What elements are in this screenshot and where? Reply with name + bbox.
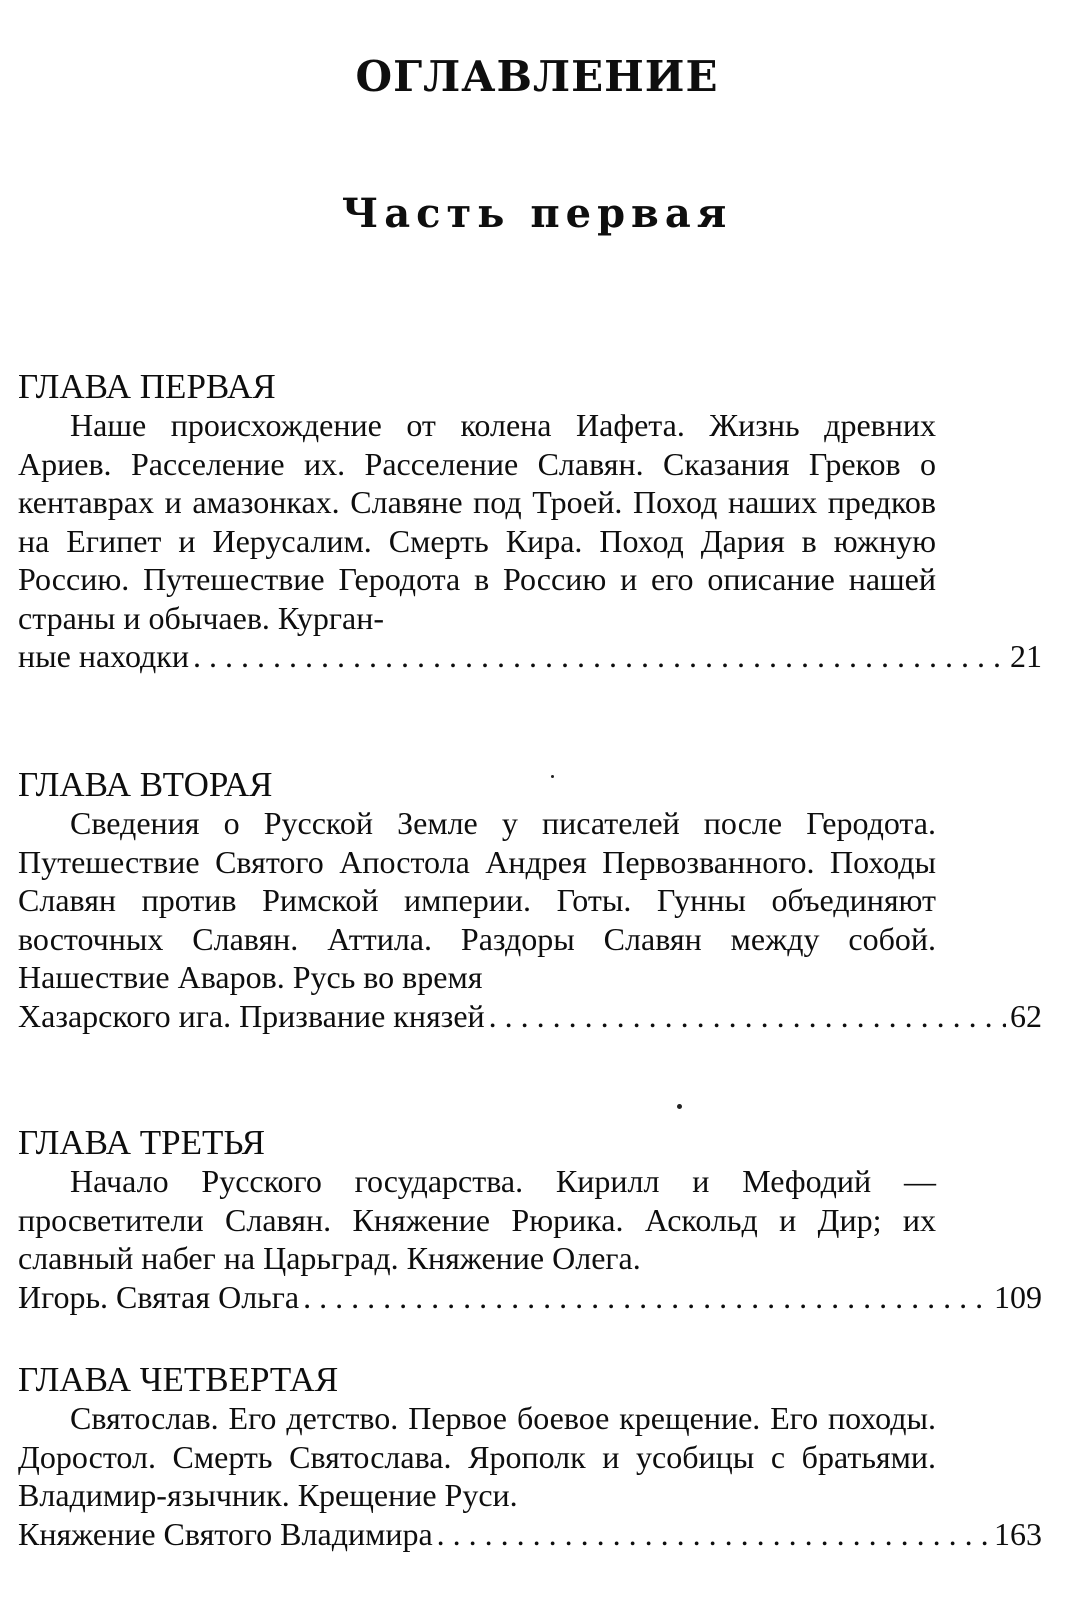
chapter-description-text: Начало Русского государства. Кирилл и Мефодий — просветители Славян. Княжение Рюрика. Аскольд и Дир; их славный набег на Царьград. Княжение Олега. [18,1163,936,1276]
page-number[interactable]: 109 [994,1278,1042,1315]
page-number[interactable]: 21 [1010,638,1042,674]
chapter-heading: ГЛАВА ПЕРВАЯ [18,367,276,406]
chapter-last-line: Княжение Святого Владимира [18,1515,433,1552]
toc-entry-line[interactable] [18,637,1042,676]
chapter-4 [18,1361,1042,1553]
chapter-heading: ГЛАВА ВТОРАЯ [18,765,273,804]
chapter-description [18,1399,936,1515]
dot-leader [303,1278,990,1317]
chapter-heading: ГЛАВА ЧЕТВЕРТАЯ [18,1360,339,1399]
chapter-description [18,1162,936,1278]
page-number[interactable]: 62 [1010,997,1042,1034]
chapter-description-text: Святослав. Его детство. Первое боевое крещение. Его походы. Доростол. Смерть Святослава. Ярополк и усобицы с братьями. Владимир-язычник. Крещение Руси. [18,1400,936,1513]
chapter-description [18,406,936,637]
chapter-last-line: ные находки [18,638,189,674]
print-speck [677,1104,682,1109]
print-speck [551,775,554,778]
chapter-last-line: Хазарского ига. Призвание князей [18,997,485,1034]
toc-entry-line[interactable] [18,997,1042,1036]
chapter-heading: ГЛАВА ТРЕТЬЯ [18,1123,265,1162]
part-title: Часть первая [341,190,733,237]
toc-entry-line[interactable] [18,1278,1042,1317]
toc-title: ОГЛАВЛЕНИЕ [355,52,719,101]
chapter-3 [18,1124,1042,1316]
chapter-description [18,804,936,997]
chapter-description-text: Наше происхождение от колена Иафета. Жизнь древних Ариев. Расселение их. Расселение Славян. Сказания Греков о кентаврах и амазонках. Славяне под Троей. Поход наших предков на Египет и Иерусалим. Смерть Кира. Поход Дария в южную Россию. Путешествие Геродота в Россию и его описание нашей страны и обычаев. Курган- [18,407,936,636]
toc-entry-line[interactable] [18,1515,1042,1554]
dot-leader [489,997,1006,1036]
chapter-2 [18,766,1042,1035]
dot-leader [193,637,1006,676]
dot-leader [437,1515,990,1554]
chapter-description-text: Сведения о Русской Земле у писателей после Геродота. Путешествие Святого Апостола Андрея Первозванного. Походы Славян против Римской империи. Готы. Гунны объединяют восточных Славян. Аттила. Раздоры Славян между собой. Нашествие Аваров. Русь во время [18,805,936,995]
chapter-last-line: Игорь. Святая Ольга [18,1278,300,1315]
page-number[interactable]: 163 [994,1515,1042,1552]
chapter-1 [18,368,1042,676]
